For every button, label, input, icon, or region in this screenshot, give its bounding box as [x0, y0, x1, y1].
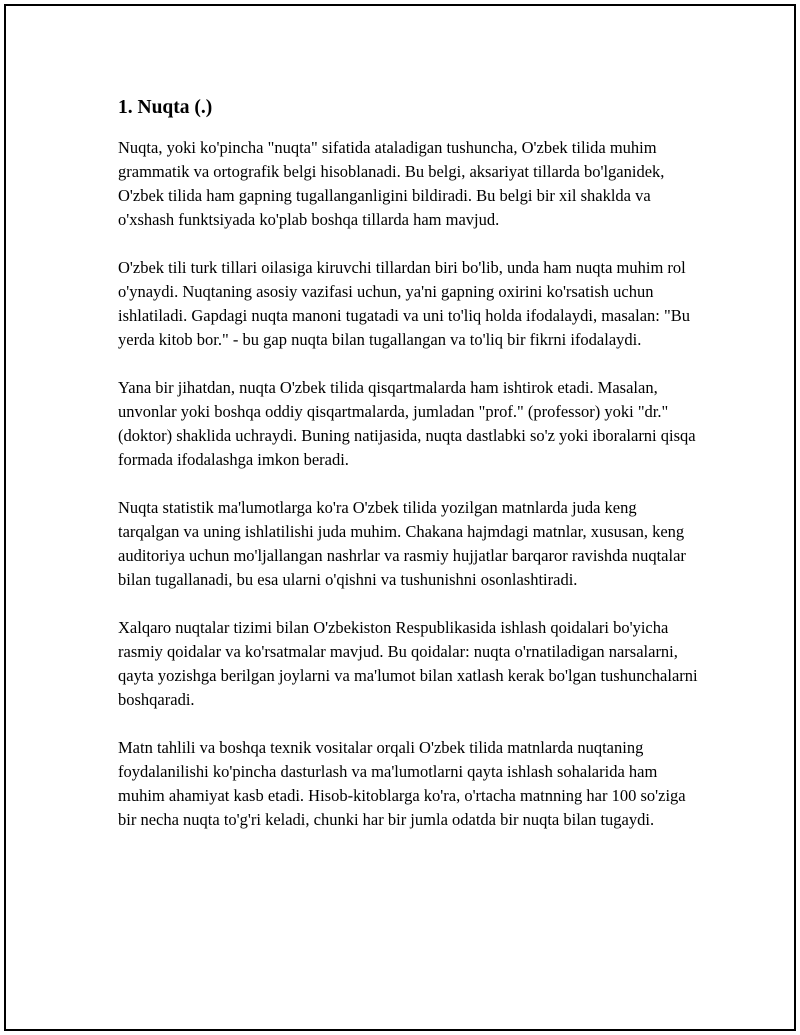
paragraph-6: Matn tahlili va boshqa texnik vositalar orqali O'zbek tilida matnlarda nuqtaning foydalanilishi ko'pincha dasturlash va ma'lumotlarni qayta ishlash sohalarida ham muhim ahamiyat kasb etadi. Hisob-kitoblarga ko'ra, o'rtacha matnning har 100 so'ziga bir necha nuqta to'g'ri keladi, chunki har bir jumla odatda bir nuqta bilan tugaydi.	[118, 738, 686, 829]
paragraph-2: O'zbek tili turk tillari oilasiga kiruvchi tillardan biri bo'lib, unda ham nuqta muhim rol o'ynaydi. Nuqtaning asosiy vazifasi uchun, ya'ni gapning oxirini ko'rsatish uchun ishlatiladi. Gapdagi nuqta manoni tugatadi va uni to'liq holda ifodalaydi, masalan: "Bu yerda kitob bor." - bu gap nuqta bilan tugallangan va to'liq bir fikrni ifodalaydi.	[118, 258, 690, 349]
paragraph-1: Nuqta, yoki ko'pincha "nuqta" sifatida ataladigan tushuncha, O'zbek tilida muhim grammatik va ortografik belgi hisoblanadi. Bu belgi, aksariyat tillarda bo'lganidek, O'zbek tilida ham gapning tugallanganligini bildiradi. Bu belgi bir xil shaklda va o'xshash funktsiyada ko'plab boshqa tillarda ham mavjud.	[118, 138, 665, 229]
section-heading: 1. Nuqta (.)	[118, 97, 213, 118]
document-body	[118, 96, 698, 856]
paragraph-4: Nuqta statistik ma'lumotlarga ko'ra O'zbek tilida yozilgan matnlarda juda keng tarqalgan va uning ishlatilishi juda muhim. Chakana hajmdagi matnlar, xususan, keng auditoriya uchun mo'ljallangan nashrlar va rasmiy hujjatlar barqaror ravishda nuqtalar bilan tugallanadi, bu esa ularni o'qishni va tushunishni osonlashtiradi.	[118, 498, 686, 589]
paragraph-3: Yana bir jihatdan, nuqta O'zbek tilida qisqartmalarda ham ishtirok etadi. Masalan, unvonlar yoki boshqa oddiy qisqartmalarda, jumladan "prof." (professor) yoki "dr." (doktor) shaklida uchraydi. Buning natijasida, nuqta dastlabki so'z yoki iboralarni qisqa formada ifodalashga imkon beradi.	[118, 378, 696, 469]
paragraph-5: Xalqaro nuqtalar tizimi bilan O'zbekiston Respublikasida ishlash qoidalari bo'yicha rasmiy qoidalar va ko'rsatmalar mavjud. Bu qoidalar: nuqta o'rnatiladigan narsalarni, qayta yozishga berilgan joylarni va ma'lumot bilan xatlash kerak bo'lgan tushunchalarni boshqaradi.	[118, 618, 698, 709]
